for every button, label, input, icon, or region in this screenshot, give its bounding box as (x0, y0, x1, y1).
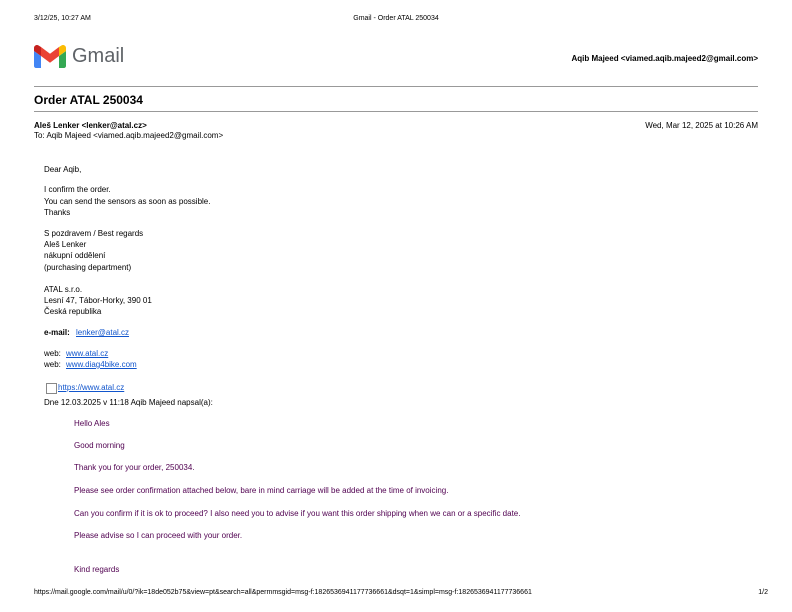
company-name: ATAL s.r.o. (44, 285, 83, 294)
quoted-line: Please see order confirmation attached below, bare in mind carriage will be added at the time of invoicing. (74, 486, 449, 495)
website-link-diag4bike[interactable]: www.diag4bike.com (66, 360, 137, 369)
quoted-line: Hello Ales (74, 419, 110, 428)
gmail-logo-icon[interactable] (34, 44, 66, 68)
signature-line: Aleš Lenker (44, 240, 87, 249)
quoted-line: Can you confirm if it is ok to proceed? I also need you to advise if you want this order shipping when we can or a specific date. (74, 509, 521, 518)
email-subject: Order ATAL 250034 (34, 93, 143, 107)
quoted-line: Good morning (74, 441, 125, 450)
print-footer-url: https://mail.google.com/mail/u/0/?ik=18de052b75&view=pt&search=all&permmsgid=msg-f:1826536941177736661&dsqt=1&simpl=msg-f:1826536941177736661 (34, 589, 532, 596)
broken-image-icon[interactable] (46, 383, 57, 394)
email-label: e-mail: (44, 328, 70, 337)
body-line: Thanks (44, 208, 71, 217)
body-greeting: Dear Aqib, (44, 165, 82, 174)
print-page-number: 1/2 (758, 589, 768, 596)
quoted-line: Please advise so I can proceed with your order. (74, 531, 243, 540)
web-label: web: (44, 349, 61, 358)
email-to: To: Aqib Majeed <viamed.aqib.majeed2@gmail.com> (34, 131, 224, 140)
header-divider (34, 86, 758, 87)
contact-email-link[interactable]: lenker@atal.cz (76, 328, 130, 337)
company-country: Česká republika (44, 307, 102, 316)
body-line: You can send the sensors as soon as possible. (44, 197, 211, 206)
signature-line: (purchasing department) (44, 263, 132, 272)
email-from: Aleš Lenker <lenker@atal.cz> (34, 121, 147, 130)
body-line: I confirm the order. (44, 185, 111, 194)
company-address: Lesní 47, Tábor-Horky, 390 01 (44, 296, 152, 305)
signature-line: S pozdravem / Best regards (44, 229, 144, 238)
signature-line: nákupní oddělení (44, 251, 106, 260)
signature-image-link[interactable]: https://www.atal.cz (58, 383, 125, 392)
subject-divider (34, 111, 758, 112)
quoted-line: Kind regards (74, 565, 120, 574)
quoted-line: Thank you for your order, 250034. (74, 463, 195, 472)
gmail-wordmark: Gmail (72, 45, 125, 67)
web-label: web: (44, 360, 61, 369)
website-link-atal[interactable]: www.atal.cz (66, 349, 109, 358)
account-header: Aqib Majeed <viamed.aqib.majeed2@gmail.com> (571, 54, 758, 63)
quote-header: Dne 12.03.2025 v 11:18 Aqib Majeed napsal(a): (44, 398, 213, 407)
print-datetime: 3/12/25, 10:27 AM (34, 15, 91, 22)
email-date: Wed, Mar 12, 2025 at 10:26 AM (645, 121, 758, 130)
print-page-title: Gmail - Order ATAL 250034 (353, 15, 439, 22)
